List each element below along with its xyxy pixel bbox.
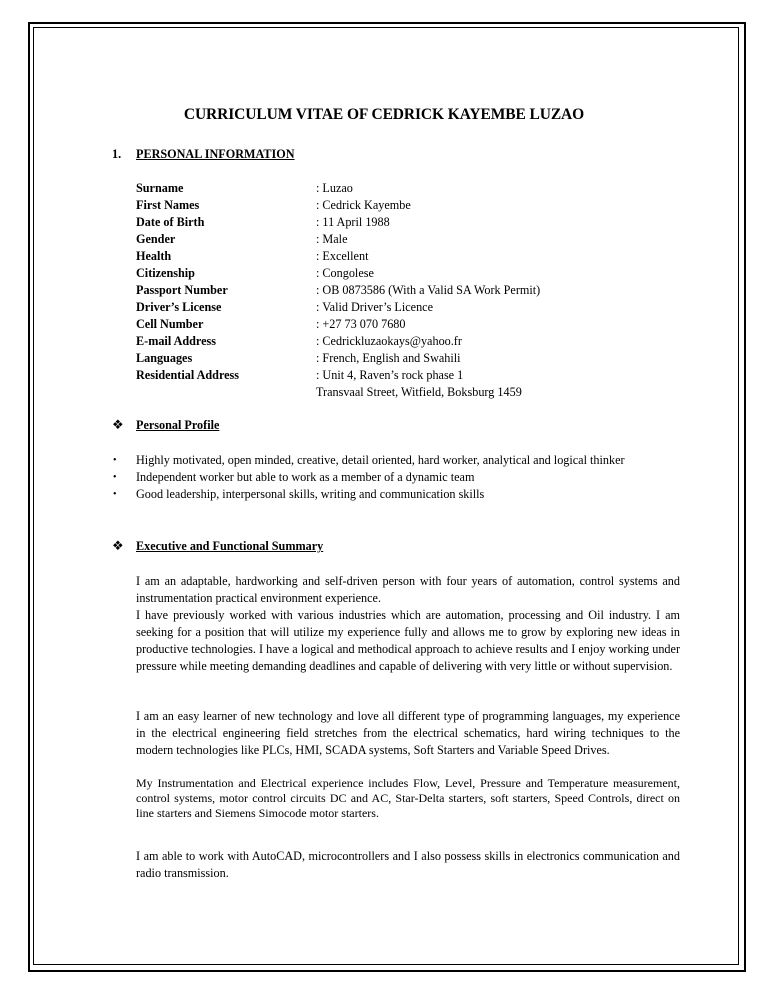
profile-bullet-item: Good leadership, interpersonal skills, writing and communication skills: [136, 487, 485, 501]
info-value: : Congolese: [316, 266, 374, 280]
summary-paragraph: My Instrumentation and Electrical experience includes Flow, Level, Pressure and Temperature measurement, control systems, motor control circuits DC and AC, Star-Delta starters, soft starters, Speed Controls, direct on line starters and Siemens Simocode motor starters.: [136, 776, 680, 820]
bullet-icon: •: [113, 472, 117, 483]
diamond-bullet-icon: ❖: [112, 538, 124, 553]
info-value: : Excellent: [316, 249, 369, 263]
info-value: : Cedrickluzaokays@yahoo.fr: [316, 334, 462, 348]
section-number: 1.: [112, 147, 122, 161]
info-label: Health: [136, 249, 172, 263]
executive-summary-heading: Executive and Functional Summary: [136, 539, 324, 553]
info-label: Driver’s License: [136, 300, 222, 314]
address-line-2: Transvaal Street, Witfield, Boksburg 1459: [316, 385, 522, 399]
info-value: : Cedrick Kayembe: [316, 198, 411, 212]
diamond-bullet-icon: ❖: [112, 417, 124, 432]
info-value: : French, English and Swahili: [316, 351, 461, 365]
info-value: : +27 73 070 7680: [316, 317, 406, 331]
bullet-icon: •: [113, 455, 117, 466]
summary-paragraph: I am an adaptable, hardworking and self-driven person with four years of automation, control systems and instrumentation practical environment experience.: [136, 574, 680, 605]
info-value: : OB 0873586 (With a Valid SA Work Permit): [316, 283, 541, 297]
profile-bullet-item: Highly motivated, open minded, creative, detail oriented, hard worker, analytical and logical thinker: [136, 453, 625, 467]
profile-bullet-item: Independent worker but able to work as a member of a dynamic team: [136, 470, 475, 484]
info-value: : Luzao: [316, 181, 353, 195]
bullet-icon: •: [113, 489, 117, 500]
personal-profile-heading: Personal Profile: [136, 418, 220, 432]
document-title: CURRICULUM VITAE OF CEDRICK KAYEMBE LUZAO: [183, 106, 585, 123]
info-value: : Unit 4, Raven’s rock phase 1: [316, 368, 464, 382]
info-label: Gender: [136, 232, 176, 246]
info-label: E-mail Address: [136, 334, 217, 348]
summary-paragraph: I have previously worked with various industries which are automation, processing and Oil industry. I am seeking for a position that will utilize my experience fully and allows me to grow by exploring new ideas in productive technologies. I have a logical and methodical approach to achieve results and I enjoy working under pressure while meeting demanding deadlines and capable of delivering with very little or without supervision.: [136, 608, 680, 673]
summary-paragraph: I am able to work with AutoCAD, microcontrollers and I also possess skills in electronics communication and radio transmission.: [136, 849, 680, 880]
info-label: First Names: [136, 198, 200, 212]
info-value: : 11 April 1988: [316, 215, 390, 229]
info-label: Residential Address: [136, 368, 240, 382]
summary-paragraph: I am an easy learner of new technology and love all different type of programming languages, my experience in the electrical engineering field stretches from the electrical schematics, hard wiring techniques to the modern technologies like PLCs, HMI, SCADA systems, Soft Starters and Variable Speed Drives.: [136, 709, 680, 757]
info-value: : Male: [316, 232, 348, 246]
info-label: Languages: [136, 351, 193, 365]
info-label: Date of Birth: [136, 215, 205, 229]
personal-information-heading: PERSONAL INFORMATION: [136, 147, 295, 161]
info-label: Surname: [136, 181, 184, 195]
info-value: : Valid Driver’s Licence: [316, 300, 433, 314]
info-label: Cell Number: [136, 317, 204, 331]
info-label: Passport Number: [136, 283, 228, 297]
info-label: Citizenship: [136, 266, 195, 280]
